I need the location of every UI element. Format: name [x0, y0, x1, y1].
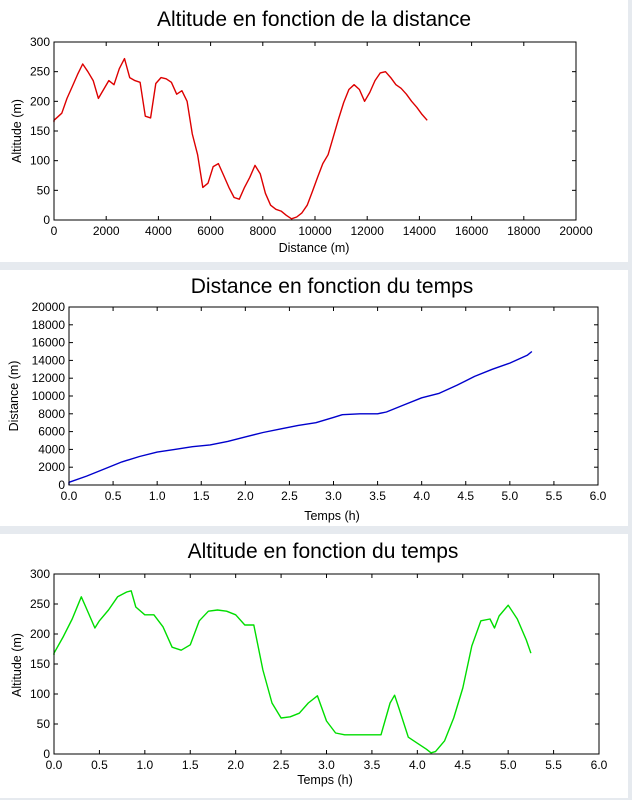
x-tick-label: 2000	[92, 224, 120, 238]
y-tick-label: 12000	[31, 371, 65, 386]
x-tick-label: 3.0	[325, 489, 342, 503]
y-tick-label: 200	[29, 94, 50, 109]
y-axis-label: Altitude (m)	[10, 99, 24, 163]
x-tick-label: 0.0	[60, 489, 78, 503]
x-tick-label: 5.5	[545, 489, 563, 503]
x-tick-label: 4.0	[408, 758, 426, 772]
plot-frame	[54, 574, 599, 754]
x-tick-label: 2.5	[281, 489, 298, 503]
x-tick-label: 6.0	[589, 489, 607, 503]
y-tick-label: 0	[43, 213, 50, 227]
y-tick-label: 300	[29, 567, 50, 581]
x-tick-label: 4.5	[457, 489, 475, 503]
series-line-altitude	[54, 591, 531, 753]
x-tick-label: 4.5	[454, 758, 472, 772]
x-tick-label: 3.0	[318, 758, 335, 772]
plot-frame	[69, 307, 598, 485]
x-tick-label: 10000	[298, 224, 332, 238]
x-tick-label: 2.5	[272, 758, 290, 772]
y-tick-label: 0	[58, 478, 65, 492]
y-tick-label: 150	[29, 124, 50, 138]
y-axis-label: Distance (m)	[7, 360, 21, 432]
x-tick-label: 12000	[350, 224, 384, 238]
x-tick-label: 3.5	[369, 489, 386, 503]
x-tick-label: 5.0	[499, 758, 517, 772]
y-tick-label: 10000	[31, 389, 65, 403]
x-tick-label: 5.5	[545, 758, 562, 772]
y-tick-label: 20000	[31, 300, 65, 314]
x-tick-label: 1.0	[148, 489, 166, 503]
x-tick-label: 1.5	[181, 758, 199, 772]
y-tick-label: 4000	[38, 442, 65, 457]
y-tick-label: 6000	[38, 424, 65, 439]
x-axis-label: Temps (h)	[304, 509, 360, 523]
chart-title: Altitude en fonction du temps	[187, 540, 459, 563]
y-tick-label: 200	[29, 627, 50, 641]
y-tick-label: 50	[36, 717, 50, 731]
series-line-distance	[69, 352, 532, 486]
chart-title: Distance en fonction du temps	[190, 275, 474, 298]
x-tick-label: 18000	[507, 224, 541, 238]
x-tick-label: 6.0	[590, 758, 608, 772]
chart-distance-time	[0, 270, 628, 526]
x-tick-label: 3.5	[363, 758, 381, 772]
y-tick-label: 18000	[31, 317, 65, 332]
x-tick-label: 16000	[454, 224, 489, 238]
x-tick-label: 4.0	[413, 489, 431, 503]
chart-panel-altitude-time	[0, 534, 628, 798]
y-tick-label: 100	[29, 687, 50, 701]
x-tick-label: 1.5	[192, 489, 210, 503]
chart-panel-distance-time	[0, 270, 628, 526]
chart-title: Altitude en fonction de la distance	[156, 8, 472, 31]
y-tick-label: 8000	[38, 406, 65, 421]
y-tick-label: 300	[29, 35, 50, 49]
plot-frame	[54, 42, 576, 220]
chart-panel-altitude-distance	[0, 0, 628, 262]
x-tick-label: 0.0	[45, 758, 63, 772]
y-tick-label: 0	[43, 747, 50, 761]
x-tick-label: 14000	[402, 224, 437, 238]
y-tick-label: 150	[29, 657, 50, 671]
x-tick-label: 0	[50, 224, 58, 238]
chart-altitude-time	[0, 534, 628, 798]
x-tick-label: 8000	[249, 224, 277, 238]
x-tick-label: 20000	[559, 224, 593, 238]
x-tick-label: 1.0	[136, 758, 154, 772]
x-tick-label: 4000	[145, 224, 172, 238]
x-tick-label: 6000	[197, 224, 224, 238]
y-tick-label: 2000	[38, 460, 65, 475]
y-tick-label: 100	[29, 153, 50, 168]
y-tick-label: 14000	[31, 353, 65, 368]
x-axis-label: Temps (h)	[297, 773, 353, 787]
x-tick-label: 2.0	[236, 489, 254, 503]
chart-altitude-distance	[0, 0, 628, 262]
series-line-altitude	[54, 59, 427, 219]
x-tick-label: 2.0	[227, 758, 245, 772]
y-tick-label: 16000	[31, 335, 65, 350]
y-tick-label: 250	[29, 64, 50, 79]
y-axis-label: Altitude (m)	[10, 633, 24, 697]
x-tick-label: 5.0	[501, 489, 519, 503]
y-tick-label: 50	[36, 183, 50, 198]
x-axis-label: Distance (m)	[278, 241, 350, 255]
y-tick-label: 250	[29, 597, 50, 611]
x-tick-label: 0.5	[91, 758, 108, 772]
x-tick-label: 0.5	[104, 489, 122, 503]
